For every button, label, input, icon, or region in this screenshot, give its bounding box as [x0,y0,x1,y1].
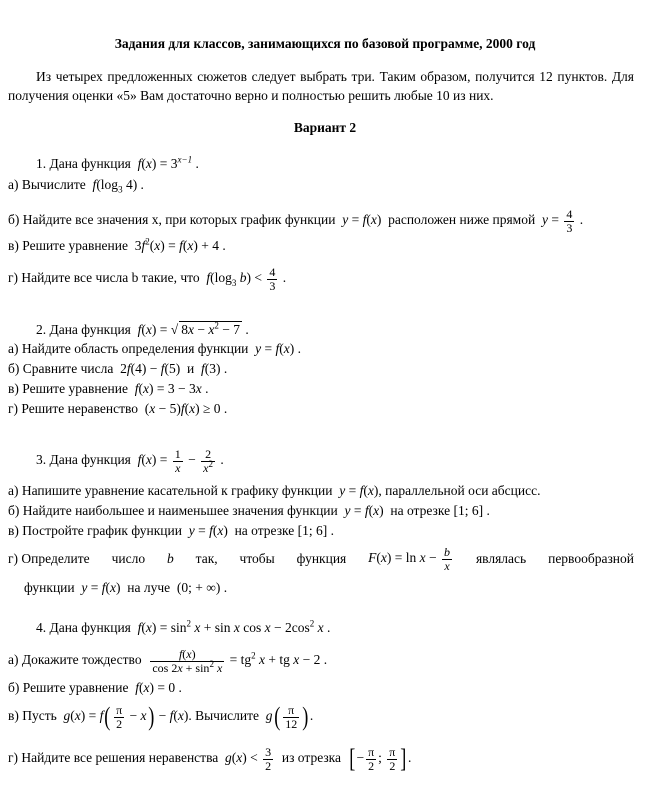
problem-1g: г) Найдите все числа b такие, что $f(\log_3$ b) < $\frac{4}{3}$ . [8,265,287,293]
problem-1-lead: 1. Дана функция $f(x) = 3^{x-1}$ . [36,154,199,171]
document-title: Задания для классов, занимающихся по базовой программе, 2000 год [114,36,536,51]
formula: f [137,156,142,171]
problem-2b: б) Сравните числа 2f(4) − f(5) и f(3) . [8,361,228,376]
problem-3v: в) Постройте график функции y = f(x) на отрезке [1; 6] . [8,523,335,538]
problem-3b: б) Найдите наибольшее и наименьшее значения функции y = f(x) на отрезке [1; 6] . [8,503,490,518]
problem-2g: г) Решите неравенство (x − 5)f(x) ≥ 0 . [8,401,228,416]
problem-1v: в) Решите уравнение $3f^2(x) = f(x) + 4$ . [8,236,226,253]
problem-4b: б) Решите уравнение f(x) = 0 . [8,680,182,695]
intro-paragraph: Из четырех предложенных сюжетов следует выбрать три. Таким образом, получится 12 пунктов. Для получения оценки «5» Вам достаточно верно и полностью решить любые 10 из них. [8,69,634,103]
problem-1a: а) Вычислите $f(\log_3$ 4) . [8,177,144,195]
problem-2-lead: 2. Дана функция f(x) = √ $8x - x^2 - 7$ . [36,320,249,337]
problem-3-lead: 3. Дана функция f(x) = $\frac{1}{x}$ − $\frac{2}{x^2}$ . [36,447,224,475]
problem-1b: б) Найдите все значения x, при которых график функции y = f(x) расположен ниже прямой y = $\frac{4}{3}$ . [8,207,584,235]
problem-3g-cont: функции y = f(x) на луче (0; + ∞) . [24,580,228,595]
problem-4g: г) Найдите все решения неравенства g(x) < $\frac{3}{2}$ из отрезка [− $\frac{\pi}{2}$ ; $\frac{\pi}{2}$ ]. [8,744,412,774]
problem-2a: а) Найдите область определения функции y = f(x) . [8,341,302,356]
variant-heading: Вариант 2 [293,120,357,135]
problem-4v: в) Пусть g(x) = f( $\frac{\pi}{2}$ − x) − f(x). Вычислите g( $\frac{\pi}{12}$ ). [8,702,314,732]
problem-3a: а) Напишите уравнение касательной к графику функции y = f(x), параллельной оси абсцисс. [8,483,541,498]
problem-4a: а) Докажите тождество $\frac{f(x)}{\cos 2x + \sin^2 x}$ = $tg^2$ x + tg x − 2 . [8,647,328,675]
problem-3g: г) Определите число b так, чтобы функция F(x) = ln x − $\frac{b}{x}$ являлась первообразной [8,545,634,573]
problem-4-lead: 4. Дана функция $f(x) = \sin^2 x + \sin x$ $\cos x - 2\cos^2$ x . [36,618,331,635]
problem-2v: в) Решите уравнение f(x) = 3 − 3x . [8,381,209,396]
